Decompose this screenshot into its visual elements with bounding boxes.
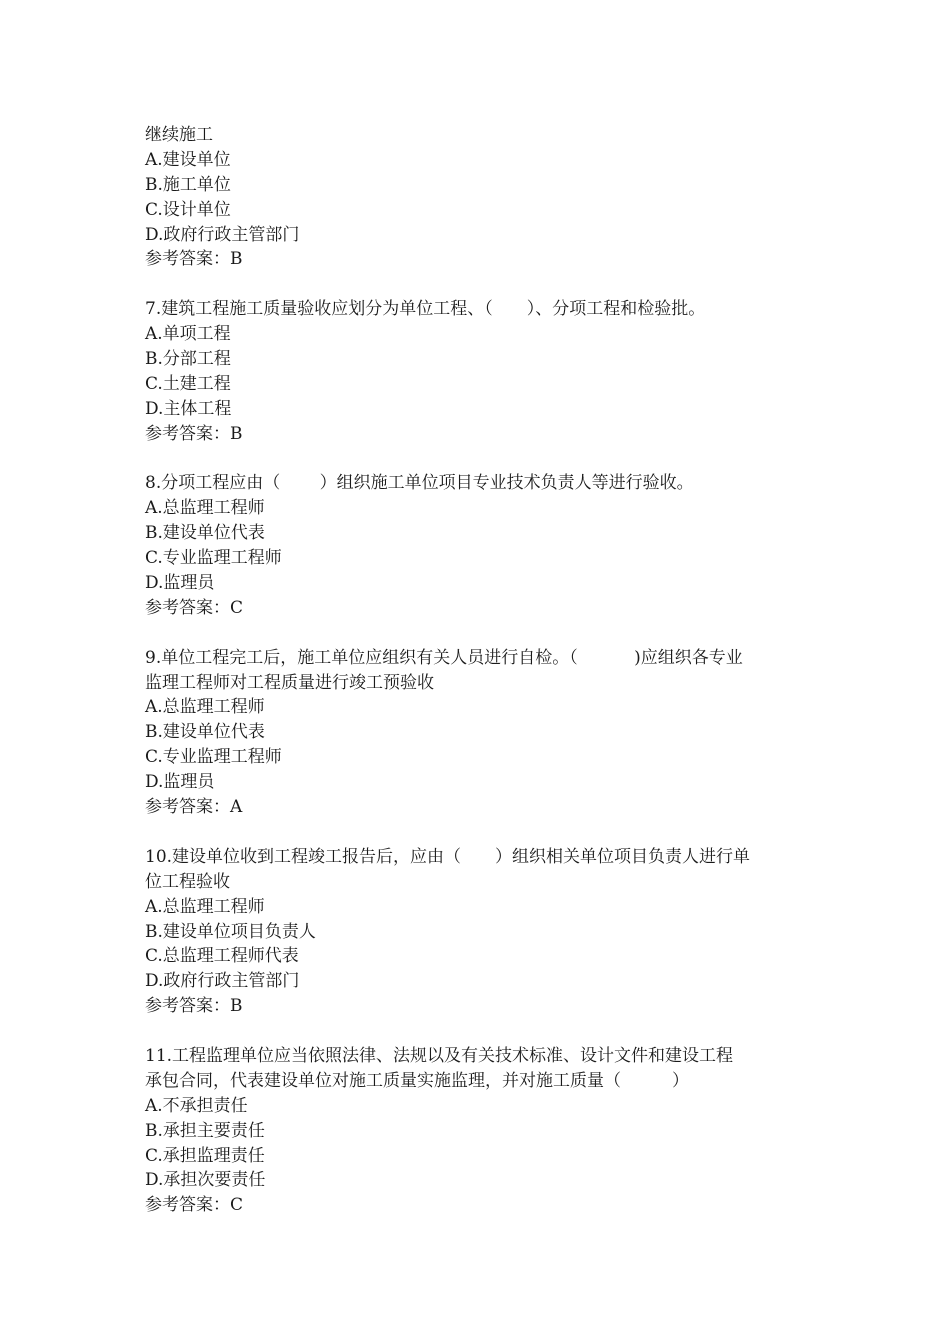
option-b: B.建设单位项目负责人 — [145, 921, 316, 942]
reference-answer: 参考答案：B — [145, 249, 243, 270]
question-stem-line: 8.分项工程应由（ ）组织施工单位项目专业技术负责人等进行验收。 — [145, 473, 694, 494]
document-page — [145, 123, 815, 1218]
option-a: A.单项工程 — [145, 324, 231, 345]
option-a: A.总监理工程师 — [145, 896, 265, 917]
option-a: A.总监理工程师 — [145, 697, 265, 718]
question-stem-line: 监理工程师对工程质量进行竣工预验收 — [145, 672, 434, 693]
question-9 — [145, 646, 815, 820]
option-b: B.施工单位 — [145, 174, 231, 195]
question-7 — [145, 297, 815, 446]
option-c: C.承担监理责任 — [145, 1145, 265, 1166]
question-stem-line: 承包合同，代表建设单位对施工质量实施监理，并对施工质量（ ） — [145, 1070, 689, 1091]
spacer — [145, 820, 815, 845]
option-d: D.监理员 — [145, 772, 215, 793]
option-b: B.建设单位代表 — [145, 523, 265, 544]
question-8 — [145, 471, 815, 620]
reference-answer: 参考答案：B — [145, 996, 243, 1017]
question-stem-line: 位工程验收 — [145, 871, 230, 892]
reference-answer: 参考答案：C — [145, 597, 244, 618]
question-stem-line: 9.单位工程完工后，施工单位应组织有关人员进行自检。（ )应组织各专业 — [145, 647, 743, 668]
question-fragment — [145, 123, 815, 272]
question-stem-line: 继续施工 — [145, 125, 213, 145]
option-a: A.总监理工程师 — [145, 498, 265, 519]
option-c: C.专业监理工程师 — [145, 747, 282, 768]
option-c: C.土建工程 — [145, 373, 231, 394]
reference-answer: 参考答案：B — [145, 423, 243, 444]
question-stem-line: 10.建设单位收到工程竣工报告后，应由（ ）组织相关单位项目负责人进行单 — [145, 846, 751, 867]
option-d: D.监理员 — [145, 573, 215, 594]
question-11 — [145, 1044, 815, 1218]
option-d: D.政府行政主管部门 — [145, 971, 300, 992]
option-c: C.总监理工程师代表 — [145, 946, 299, 967]
option-b: B.建设单位代表 — [145, 722, 265, 743]
option-b: B.承担主要责任 — [145, 1120, 265, 1141]
spacer — [145, 621, 815, 646]
option-c: C.设计单位 — [145, 199, 231, 220]
spacer — [145, 1019, 815, 1044]
option-d: D.政府行政主管部门 — [145, 224, 300, 245]
reference-answer: 参考答案：C — [145, 1195, 244, 1216]
reference-answer: 参考答案：A — [145, 797, 243, 818]
spacer — [145, 272, 815, 297]
option-d: D.承担次要责任 — [145, 1170, 266, 1191]
question-stem-line: 11.工程监理单位应当依照法律、法规以及有关技术标准、设计文件和建设工程 — [145, 1045, 734, 1066]
option-d: D.主体工程 — [145, 398, 232, 419]
question-10 — [145, 845, 815, 1019]
option-c: C.专业监理工程师 — [145, 548, 282, 569]
spacer — [145, 447, 815, 472]
question-stem-line: 7.建筑工程施工质量验收应划分为单位工程、（ ）、分项工程和检验批。 — [145, 299, 706, 320]
option-a: A.不承担责任 — [145, 1095, 248, 1116]
option-a: A.建设单位 — [145, 149, 231, 170]
option-b: B.分部工程 — [145, 349, 231, 370]
